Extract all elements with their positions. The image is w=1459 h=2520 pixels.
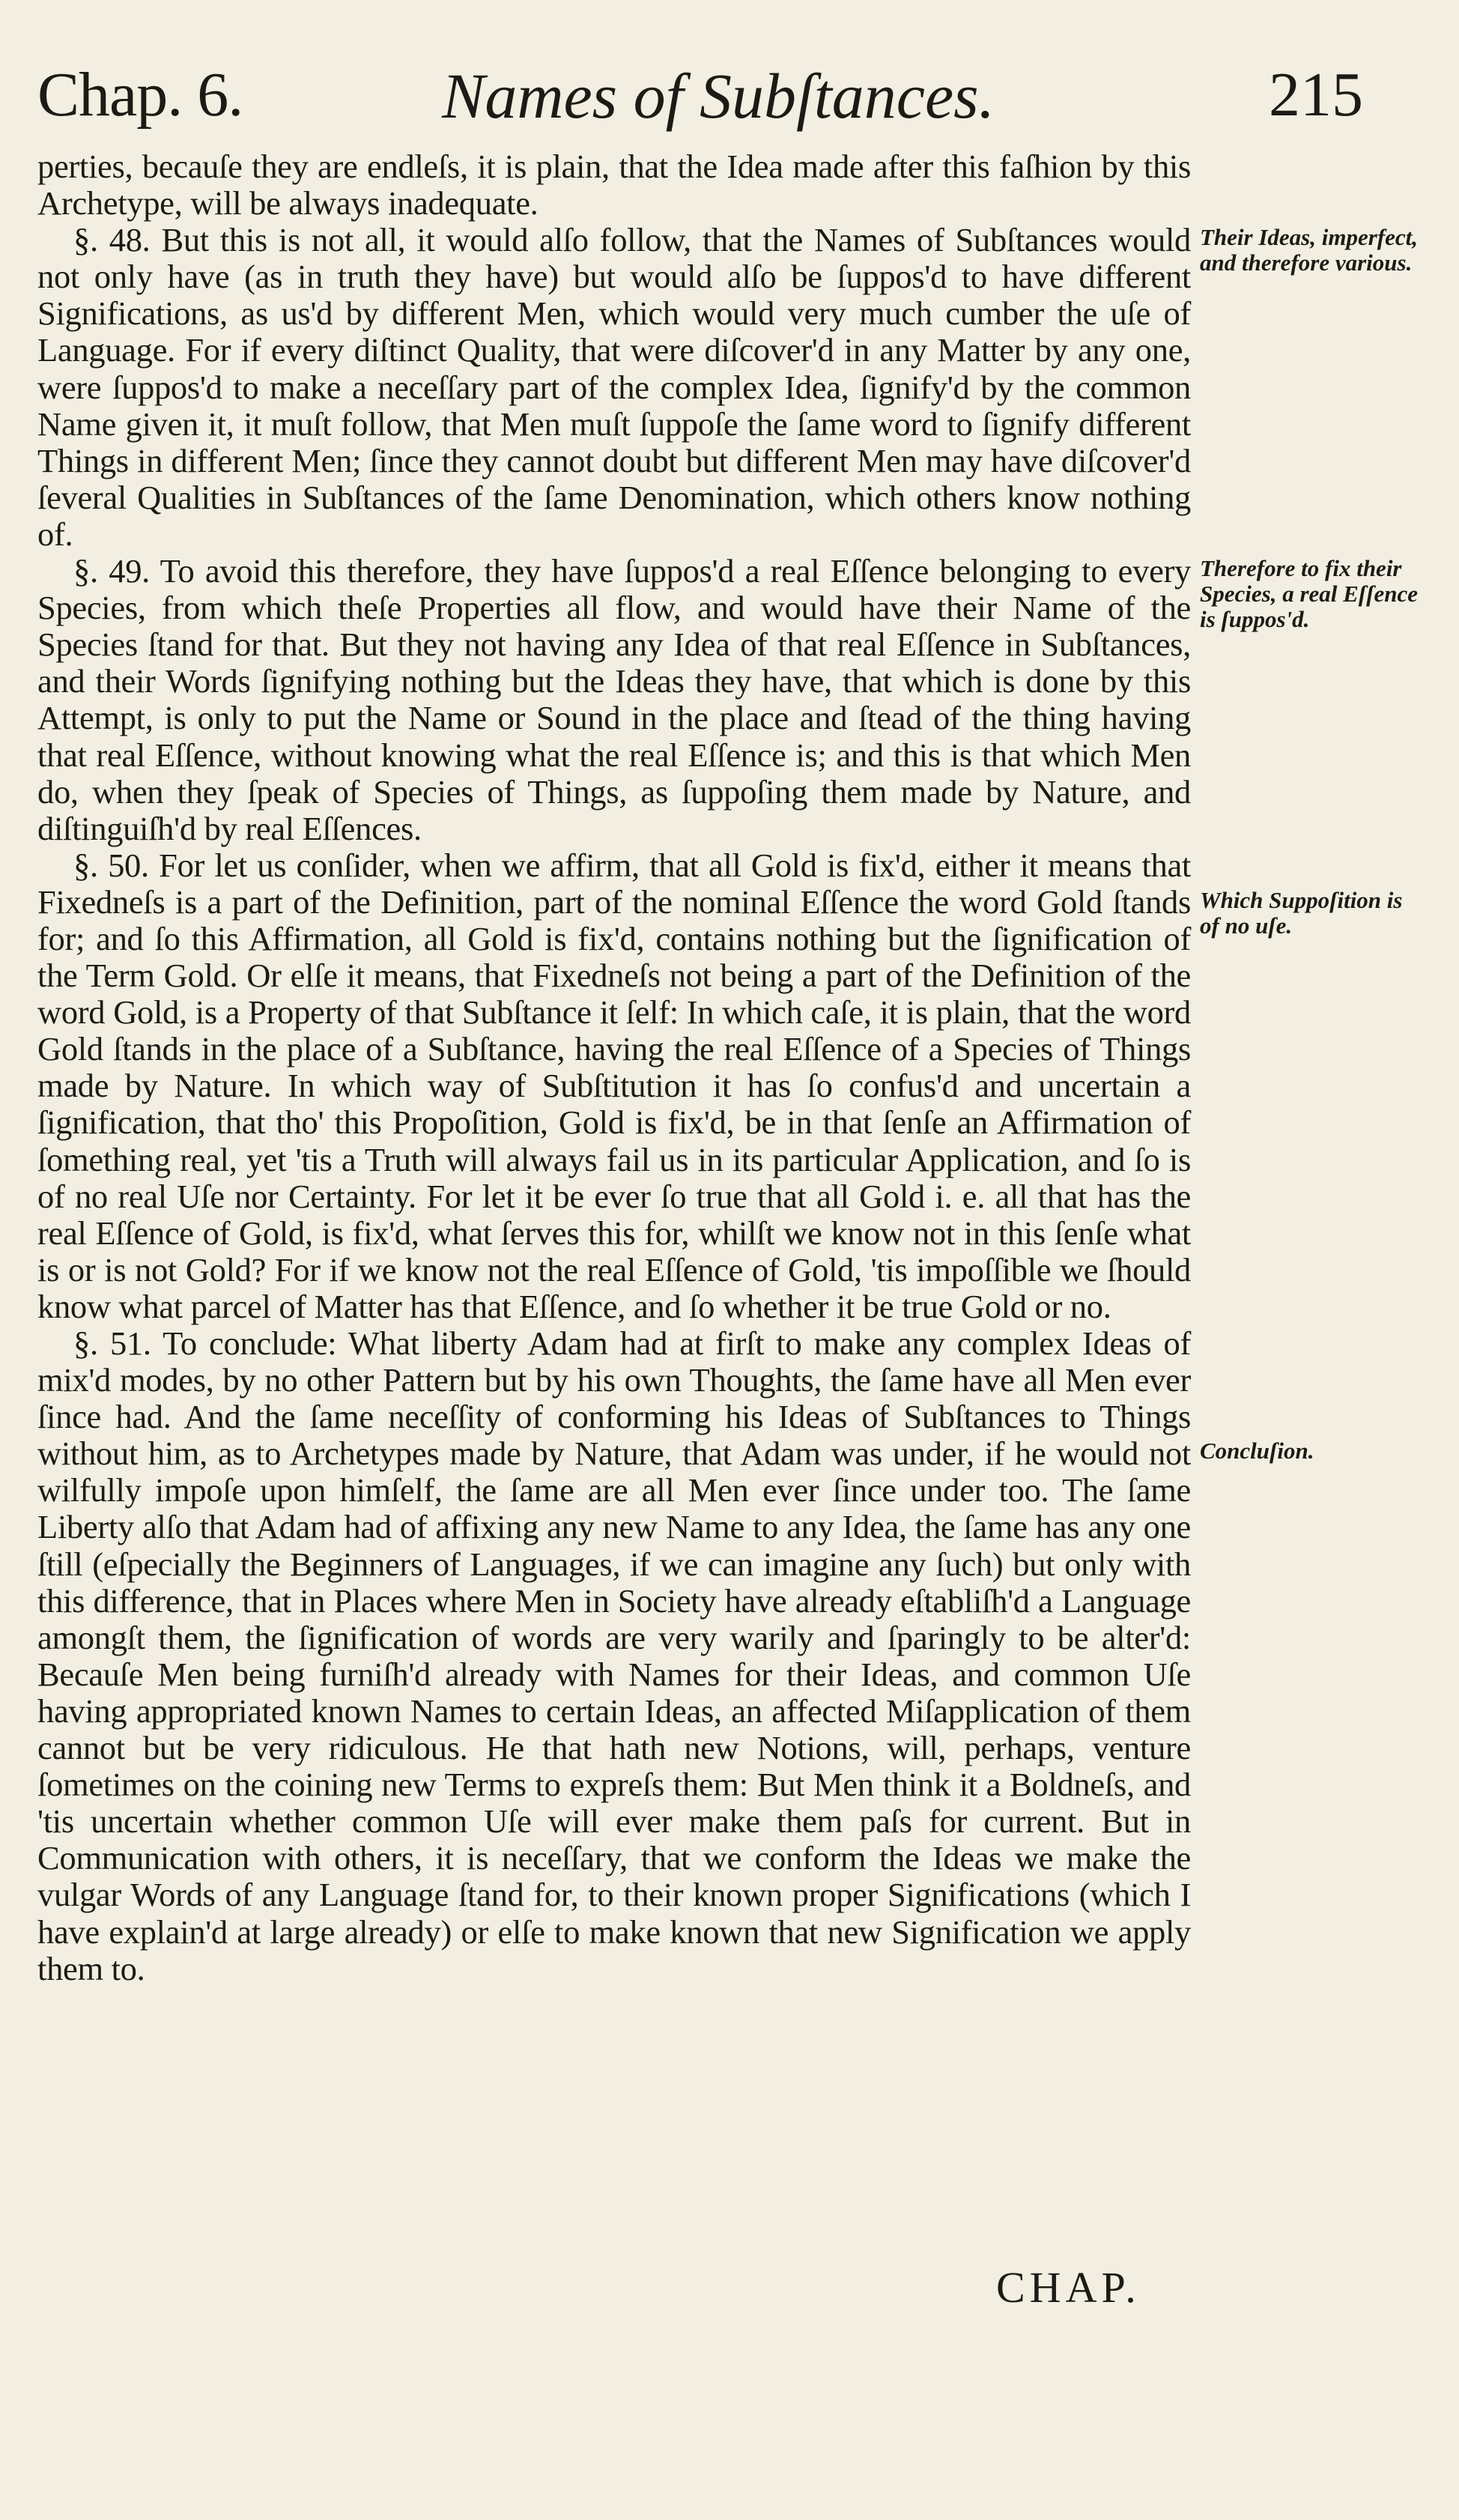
section-49: §. 49. To avoid this therefore, they have ſuppos'd a real Eſſence belonging to every Species, from which theſe Properties all flow, and would have their Name of the Species ſtand for that. But they not having any Idea of that real Eſſence in Subſtances, and their Words ſignifying nothing but the Ideas they have, that which is done by this Attempt, is only to put the Name or Sound in the place and ſtead of the thing having that real Eſſence, without knowing what the real Eſſence is; and this is that which Men do, when they ſpeak of Species of Things, as ſuppoſing them made by Nature, and diſtinguiſh'd by real Eſſences. [37,552,1191,847]
main-text [37,148,1191,1987]
margin-note-ideas-imperfect: Their Ideas, imperfect, and therefore various. [1200,224,1419,276]
chapter-label: Chap. 6. [37,60,243,130]
margin-note-no-use: Which Suppoſition is of no uſe. [1200,887,1403,939]
section-50: §. 50. For let us conſider, when we affirm, that all Gold is fix'd, either it means that Fixedneſs is a part of the Definition, part of the nominal Eſſence the word Gold ſtands for; and ſo this Affirmation, all Gold is fix'd, contains nothing but the ſignification of the Term Gold. Or elſe it means, that Fixedneſs not being a part of the Definition of the word Gold, is a Property of that Subſtance it ſelf: In which caſe, it is plain, that the word Gold ſtands in the place of a Subſtance, having the real Eſſence of a Species of Things made by Nature. In which way of Subſtitution it has ſo confus'd and uncertain a ſignification, that tho' this Propoſition, Gold is fix'd, be in that ſenſe an Affirmation of ſomething real, yet 'tis a Truth will always fail us in its particular Application, and ſo is of no real Uſe nor Certainty. For let it be ever ſo true that all Gold i. e. all that has the real Eſſence of Gold, is fix'd, what ſerves this for, whilſt we know not in this ſenſe what is or is not Gold? For if we know not the real Eſſence of Gold, 'tis impoſſible we ſhould know what parcel of Matter has that Eſſence, and ſo whether it be true Gold or no. [37,846,1191,1325]
section-48: §. 48. But this is not all, it would alſo follow, that the Names of Subſtances would not only have (as in truth they have) but would alſo be ſuppos'd to have different Significations, as us'd by different Men, which would very much cumber the uſe of Language. For if every diſtinct Quality, that were diſcover'd in any Matter by any one, were ſuppos'd to make a neceſſary part of the complex Idea, ſignify'd by the common Name given it, it muſt follow, that Men muſt ſuppoſe the ſame word to ſignify different Things in different Men; ſince they cannot doubt but different Men may have diſcover'd ſeveral Qualities in Subſtances of the ſame Denomination, which others know nothing of. [37,221,1191,553]
paragraph-continuation: perties, becauſe they are endleſs, it is plain, that the Idea made after this faſhion by this Archetype, will be always inadequate. [37,148,1191,222]
running-title: Names of Subſtances. [442,60,995,132]
catchword: CHAP. [996,2263,1141,2312]
margin-note-real-essence: Therefore to fix their Species, a real Eſſence is ſuppos'd. [1200,555,1418,632]
margin-note-conclusion: Concluſion. [1200,1438,1314,1464]
page-number: 215 [1269,60,1363,130]
running-head [37,58,1423,141]
section-51: §. 51. To conclude: What liberty Adam had at firſt to make any complex Ideas of mix'd modes, by no other Pattern but by his own Thoughts, the ſame have all Men ever ſince had. And the ſame neceſſity of conforming his Ideas of Subſtances to Things without him, as to Archetypes made by Nature, that Adam was under, if he would not wilfully impoſe upon himſelf, the ſame are all Men ever ſince under too. The ſame Liberty alſo that Adam had of affixing any new Name to any Idea, the ſame has any one ſtill (eſpecially the Beginners of Languages, if we can imagine any ſuch) but only with this difference, that in Places where Men in Society have already eſtabliſh'd a Language amongſt them, the ſignification of words are very warily and ſparingly to be alter'd: Becauſe Men being furniſh'd already with Names for their Ideas, and common Uſe having appropriated known Names to certain Ideas, an affected Miſapplication of them cannot but be very ridiculous. He that hath new Notions, will, perhaps, venture ſometimes on the coining new Terms to expreſs them: But Men think it a Boldneſs, and 'tis uncertain whether common Uſe will ever make them paſs for current. But in Communication with others, it is neceſſary, that we conform the Ideas we make the vulgar Words of any Language ſtand for, to their known proper Significations (which I have explain'd at large already) or elſe to make known that new Signification we apply them to. [37,1324,1191,1987]
